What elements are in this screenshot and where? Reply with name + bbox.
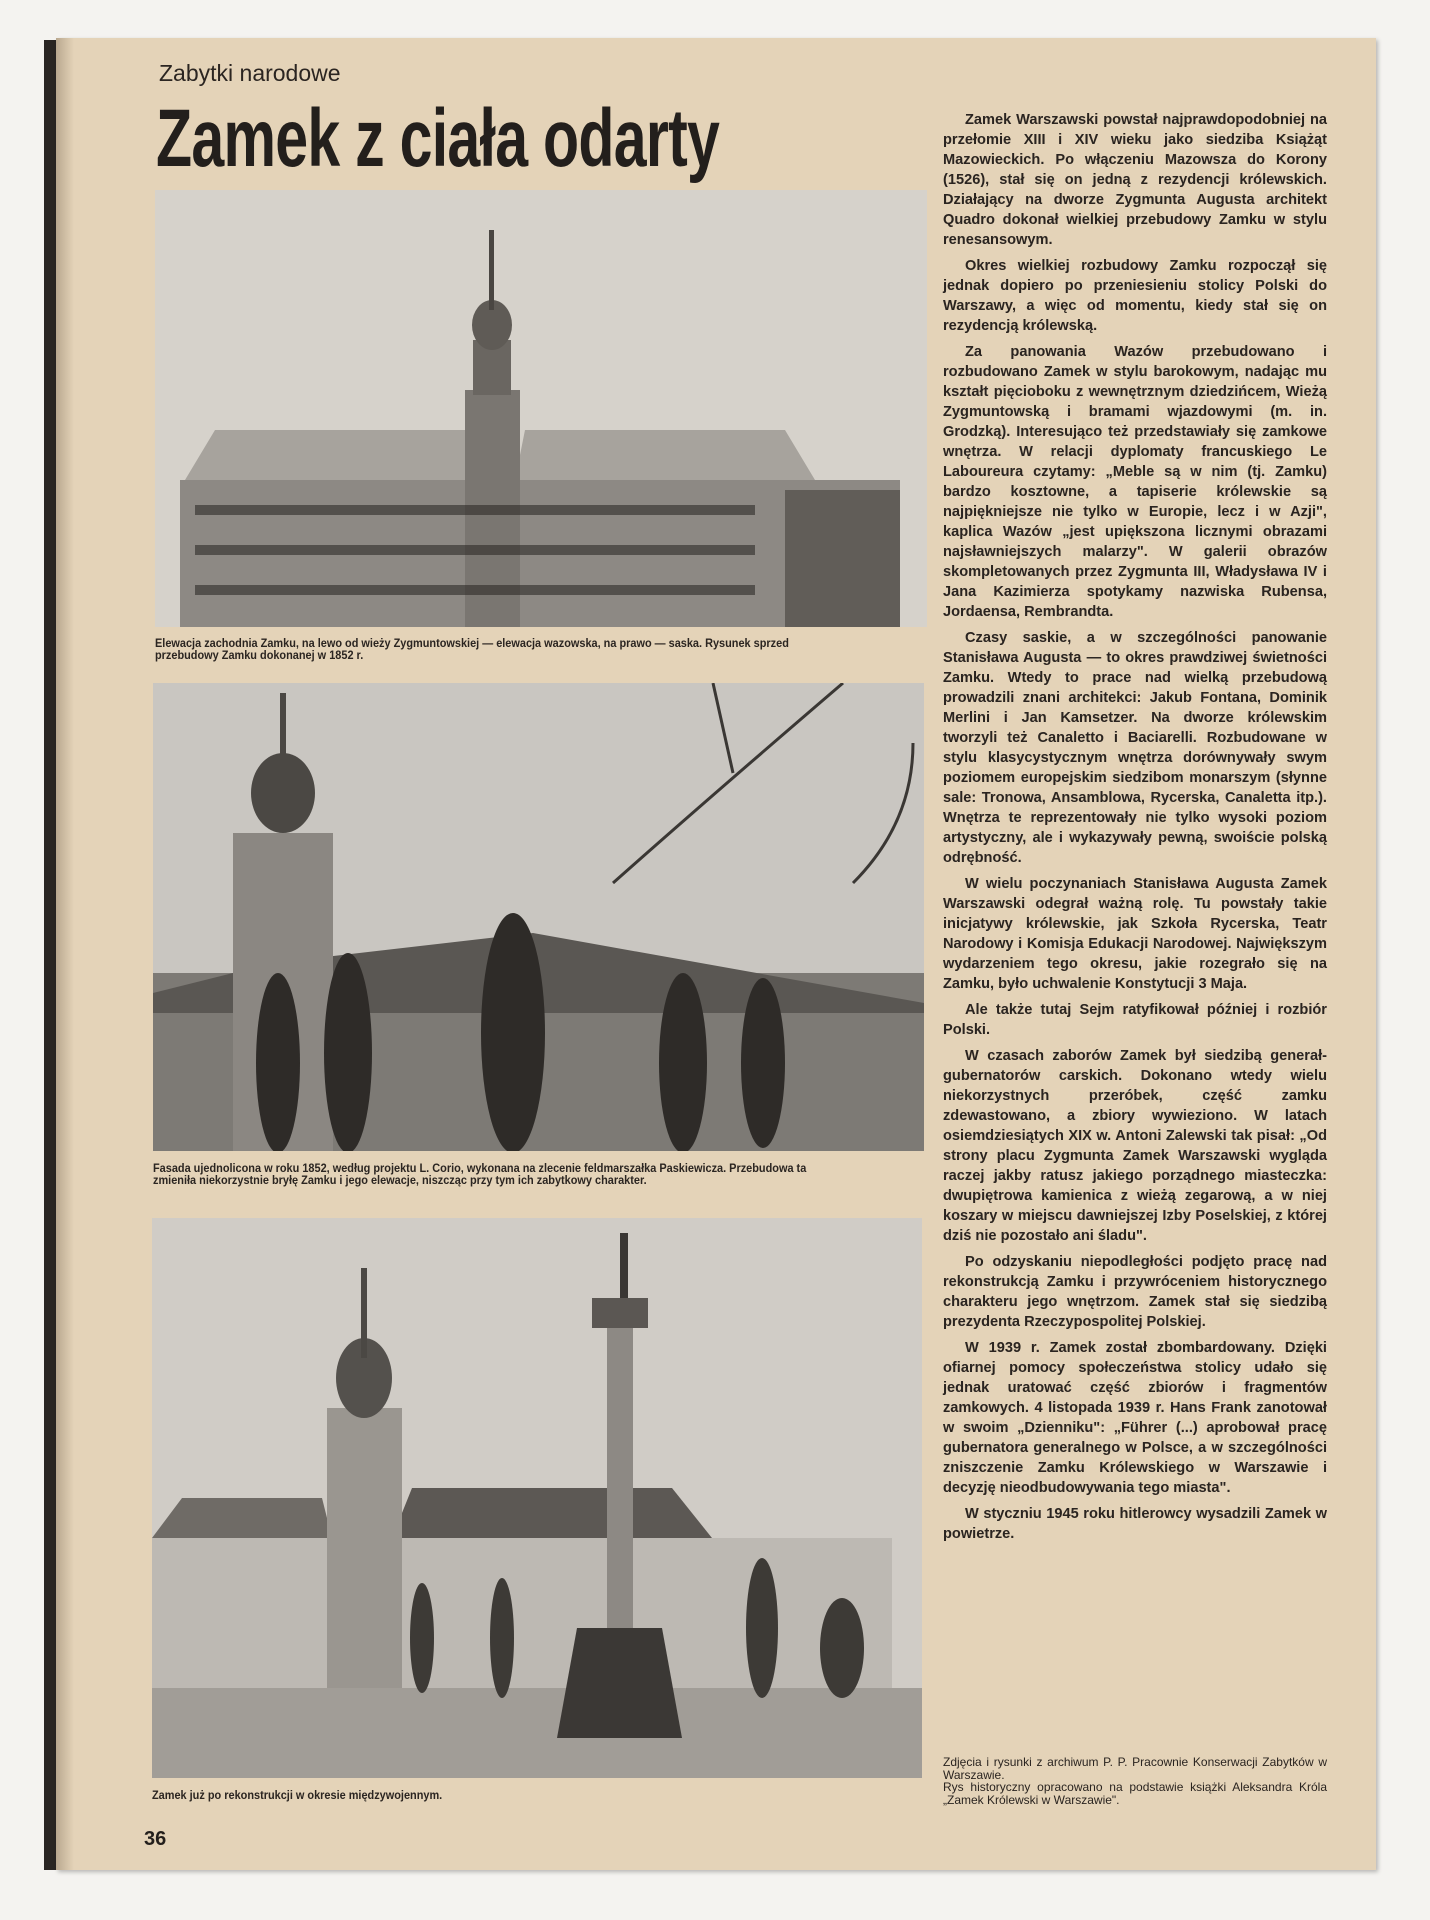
- article-body: [943, 110, 1327, 1550]
- section-label: Zabytki narodowe: [159, 60, 341, 86]
- figure-3-photo: [152, 1218, 922, 1778]
- article-paragraph: Po odzyskaniu niepodległości podjęto pracę nad rekonstrukcją Zamku i przywróceniem historycznego charakteru jego wnętrzom. Zamek stał się siedzibą prezydenta Rzeczypospolitej Polskiej.: [943, 1254, 1327, 1330]
- figure-2-caption: Fasada ujednolicona w roku 1852, według projektu L. Corio, wykonana na zlecenie feldmarszałka Paskiewicza. Przebudowa ta zmieniła niekorzystnie bryłę Zamku i jego elewacje, niszcząc przy tym ich zabytkowy charakter.: [153, 1163, 807, 1187]
- magazine-page: [56, 38, 1376, 1870]
- article-paragraph: Ale także tutaj Sejm ratyfikował później i rozbiór Polski.: [943, 1002, 1327, 1038]
- figure-3-caption: Zamek już po rekonstrukcji w okresie międzywojennym.: [152, 1790, 443, 1802]
- article-paragraph: W czasach zaborów Zamek był siedzibą generał-gubernatorów carskich. Dokonano wtedy wielu niekorzystnych przeróbek, część zamku zdewastowano, a zbiory wywieziono. W latach osiemdziesiątych XIX w. Antoni Zalewski tak pisał: „Od strony placu Zygmunta Zamek Warszawski wygląda raczej jakby ratusz jakiego porządnego miasteczka: dwupiętrowa kamienica z wieżą zegarową, a w niej koszary w miejscu dawniejszej Izby Poselskiej, z której dziś nie pozostało ani śladu".: [943, 1048, 1327, 1244]
- photo-credit: Zdjęcia i rysunki z archiwum P. P. Pracownie Konserwacji Zabytków w Warszawie.: [943, 1755, 1327, 1782]
- source-credit: Rys historyczny opracowano na podstawie książki Aleksandra Króla „Zamek Królewski w Warszawie".: [943, 1780, 1327, 1807]
- figure-1-drawing: [155, 190, 927, 627]
- article-paragraph: W styczniu 1945 roku hitlerowcy wysadzili Zamek w powietrze.: [943, 1506, 1327, 1542]
- credits: [943, 1756, 1327, 1806]
- article-paragraph: Za panowania Wazów przebudowano i rozbudowano Zamek w stylu barokowym, nadając mu kształt pięcioboku z wewnętrznym dziedzińcem, Wieżą Zygmuntowską i bramami wjazdowymi (m. in. Grodzką). Interesująco też przedstawiały się zamkowe wnętrza. W relacji dyplomaty francuskiego Le Laboureura czytamy: „Meble są w nim (tj. Zamku) bardzo kosztowne, a tapiserie królewskie są najpiękniejsze nie tylko w Europie, lecz i w Azji", kaplica Wazów „jest upiększona licznymi obrazami najsławniejszych malarzy". W galerii obrazów skompletowanych przez Zygmunta III, Władysława IV i Jana Kazimierza spotykamy nazwiska Rubensa, Jordaensa, Rembrandta.: [943, 344, 1327, 620]
- article-paragraph: Okres wielkiej rozbudowy Zamku rozpoczął się jednak dopiero po przeniesieniu stolicy Polski do Warszawy, a więc od momentu, kiedy stał się on rezydencją królewską.: [943, 258, 1327, 334]
- figure-2-photo: [153, 683, 924, 1151]
- article-paragraph: Zamek Warszawski powstał najprawdopodobniej na przełomie XIII i XIV wieku jako siedziba Książąt Mazowieckich. Po włączeniu Mazowsza do Korony (1526), stał się on jedną z rezydencji królewskich. Działający na dworze Zygmunta Augusta architekt Quadro dokonał wielkiej przebudowy Zamku w stylu renesansowym.: [943, 112, 1327, 248]
- article-title: Zamek z ciała odarty: [156, 93, 720, 184]
- article-paragraph: W wielu poczynaniach Stanisława Augusta Zamek Warszawski odegrał ważną rolę. Tu powstały takie inicjatywy królewskie, jak Szkoła Rycerska, Teatr Narodowy i Komisja Edukacji Narodowej. Największym wydarzeniem tego okresu, jakie rozegrało się na Zamku, było uchwalenie Konstytucji 3 Maja.: [943, 876, 1327, 992]
- article-paragraph: W 1939 r. Zamek został zbombardowany. Dzięki ofiarnej pomocy społeczeństwa stolicy udało się jednak uratować część zbiorów i fragmentów zamkowych. 4 listopada 1939 r. Hans Frank zanotował w swoim „Dzienniku": „Führer (...) aprobował pracę gubernatora generalnego w Polsce, a w szczególności zniszczenie Zamku Królewskiego w Warszawie i decyzję nieodbudowywania tego miasta".: [943, 1340, 1327, 1496]
- figure-1-caption: Elewacja zachodnia Zamku, na lewo od wieży Zygmuntowskiej — elewacja wazowska, na prawo — saska. Rysunek sprzed przebudowy Zamku dokonanej w 1852 r.: [155, 638, 789, 662]
- page-number: 36: [144, 1828, 167, 1850]
- article-paragraph: Czasy saskie, a w szczególności panowanie Stanisława Augusta — to okres prawdziwej świetności Zamku. Wtedy to prace nad wielką przebudową prowadzili znani architekci: Jakub Fontana, Dominik Merlini i Jan Kamsetzer. Na dworze królewskim tworzyli też Canaletto i Baciarelli. Rozbudowane w stylu klasycystycznym wnętrza dorównywały swym poziomem europejskim siedzibom monarszym (słynne sale: Tronowa, Ansamblowa, Rycerska, Canaletta itp.). Wnętrza te reprezentowały nie tylko wysoki poziom artystyczny, ale i wykazywały pewną, swoiście polską odrębność.: [943, 630, 1327, 866]
